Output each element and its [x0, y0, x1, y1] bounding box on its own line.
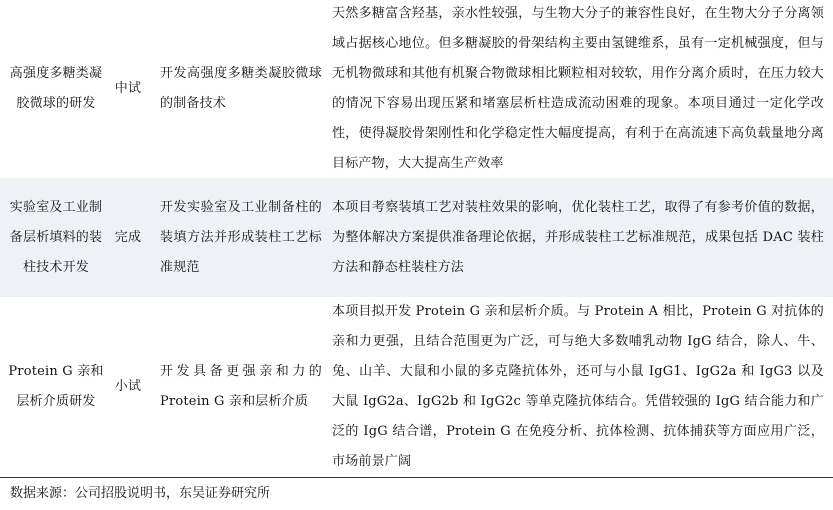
project-name: 高强度多糖类凝胶微球的研发 — [9, 66, 103, 111]
project-description: 天然多糖富含羟基，亲水性较强，与生物大分子的兼容性良好，在生物大分子分离领域占据核心地位。但多糖凝胶的骨架结构主要由氢键维系，虽有一定机械强度，但与无机物微球和其他有机聚合物微球相比颗粒相对较软，用作分离介质时，在压力较大的情况下容易出现压紧和堵塞层析柱造成流动困难的现象。本项目通过一定化学改性，使得凝胶骨架刚性和化学稳定性大幅度提高，有利于在高流速下高负载量地分离目标产物，大大提高生产效率 — [332, 6, 824, 171]
project-name-cell — [6, 297, 106, 477]
project-description: 本项目拟开发 Protein G 亲和层析介质。与 Protein A 相比，Protein G 对抗体的亲和力更强，且结合范围更为广泛，可与绝大多数哺乳动物 IgG 结合，除人、牛、兔、山羊、大鼠和小鼠的多克隆抗体外，还可与小鼠 IgG1、IgG2a 和 IgG3 以及大鼠 IgG2a、IgG2b 和 IgG2c 等单克隆抗体结合。凭借较强的 IgG 结合能力和广泛的 IgG 结合谱，Protein G 在免疫分析、抗体检测、抗体捕获等方面应用广泛，市场前景广阔 — [332, 304, 824, 469]
stage-cell — [106, 178, 150, 297]
project-goal: 开发实验室及工业制备柱的装填方法并形成装柱工艺标准规范 — [160, 199, 322, 275]
description-cell — [332, 178, 824, 297]
project-stage: 小试 — [114, 379, 142, 394]
project-goal: 开发高强度多糖类凝胶微球的制备技术 — [160, 66, 322, 111]
table-row — [0, 297, 833, 478]
goal-cell — [160, 0, 322, 178]
stage-cell — [106, 0, 150, 178]
description-cell — [332, 0, 824, 178]
table-row — [0, 178, 833, 297]
project-stage: 完成 — [114, 229, 142, 245]
goal-cell — [160, 297, 322, 477]
project-name: Protein G 亲和层析介质研发 — [8, 364, 104, 409]
project-name-cell — [6, 0, 106, 178]
project-name: 实验室及工业制备层析填料的装柱技术开发 — [9, 199, 103, 275]
data-source-note: 数据来源：公司招股说明书，东吴证券研究所 — [10, 486, 271, 501]
goal-cell — [160, 178, 322, 297]
project-name-cell — [6, 178, 106, 297]
project-description: 本项目考察装填工艺对装柱效果的影响，优化装柱工艺，取得了有参考价值的数据，为整体解决方案提供准备理论依据，并形成装柱工艺标准规范，成果包括 DAC 装柱方法和静态柱装柱方法 — [332, 199, 824, 275]
project-goal: 开发具备更强亲和力的 Protein G 亲和层析介质 — [160, 364, 322, 409]
description-cell — [332, 297, 824, 477]
stage-cell — [106, 297, 150, 477]
project-stage: 中试 — [114, 81, 142, 96]
table-row — [0, 0, 833, 178]
